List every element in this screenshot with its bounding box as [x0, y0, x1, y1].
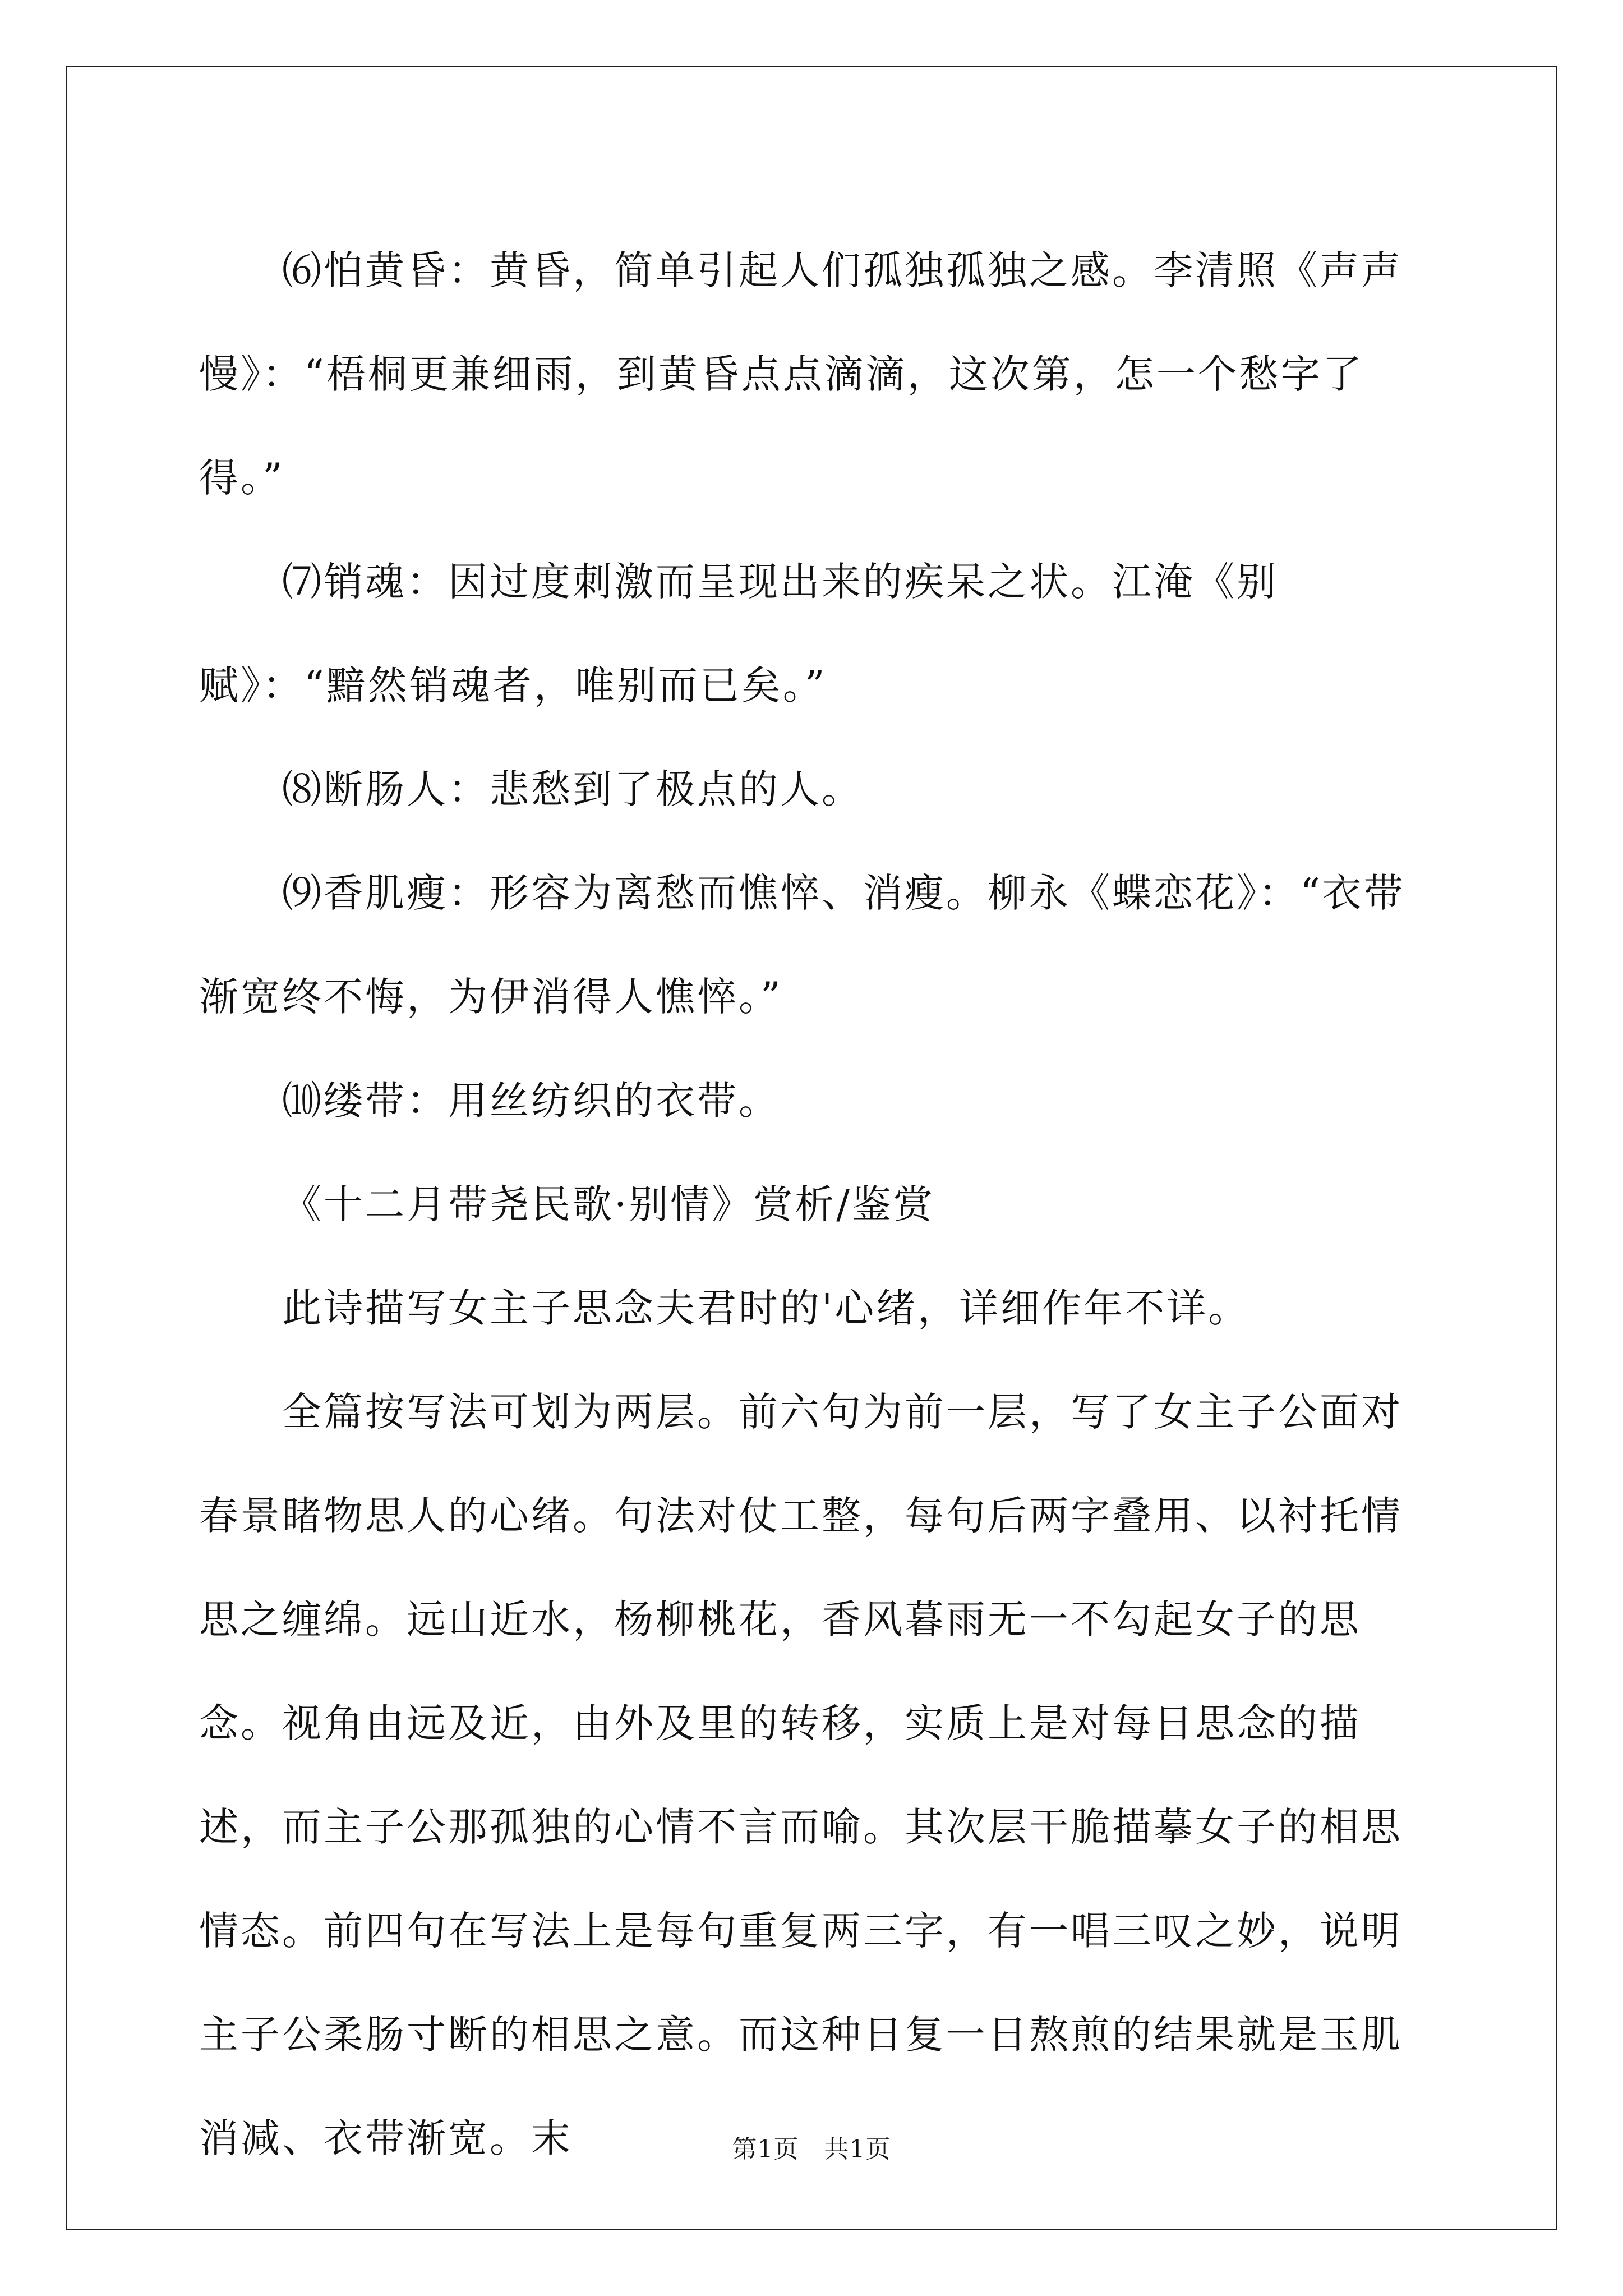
- paragraph-analysis: 全篇按写法可划为两层。前六句为前一层，写了女主子公面对春景睹物思人的心绪。句法对仗工整，每句后两字叠用、以衬托情思之缠绵。远山近水，杨柳桃花，香风暮雨无一不勾起女子的思念。视角由远及近，由外及里的转移，实质上是对每日思念的描述，而主子公那孤独的心情不言而喻。其次层干脆描摹女子的相思情态。前四句在写法上是每句重复两三字，有一唱三叹之妙，说明主子公柔肠寸断的相思之意。而这种日复一日熬煎的结果就是玉肌消减、衣带渐宽。末: [199, 1389, 1403, 2161]
- paragraph-intro: 此诗描写女主子思念夫君时的'心绪，详细作年不详。: [282, 1285, 1250, 1331]
- paragraph-note-9: ⑼香肌瘦：形容为离愁而憔悴、消瘦。柳永《蝶恋花》：“衣带渐宽终不悔，为伊消得人憔悴。”: [199, 870, 1405, 1020]
- paragraph-note-7: ⑺销魂：因过度刺激而呈现出来的疾呆之状。江淹《别赋》：“黯然销魂者，唯别而已矣。”: [199, 559, 1278, 708]
- page-footer: 第1页 共1页: [732, 2135, 891, 2164]
- paragraph-note-6: ⑹怕黄昏：黄昏，简单引起人们孤独孤独之感。李清照《声声慢》：“梧桐更兼细雨，到黄昏点点滴滴，这次第，怎一个愁字了得。”: [199, 247, 1403, 501]
- paragraph-note-8: ⑻断肠人：悲愁到了极点的人。: [282, 766, 863, 812]
- document-body: [199, 219, 1433, 2191]
- section-heading: 《十二月带尧民歌·别情》赏析/鉴赏: [282, 1181, 935, 1227]
- paragraph-note-10: ⑽缕带：用丝纺织的衣带。: [282, 1078, 780, 1124]
